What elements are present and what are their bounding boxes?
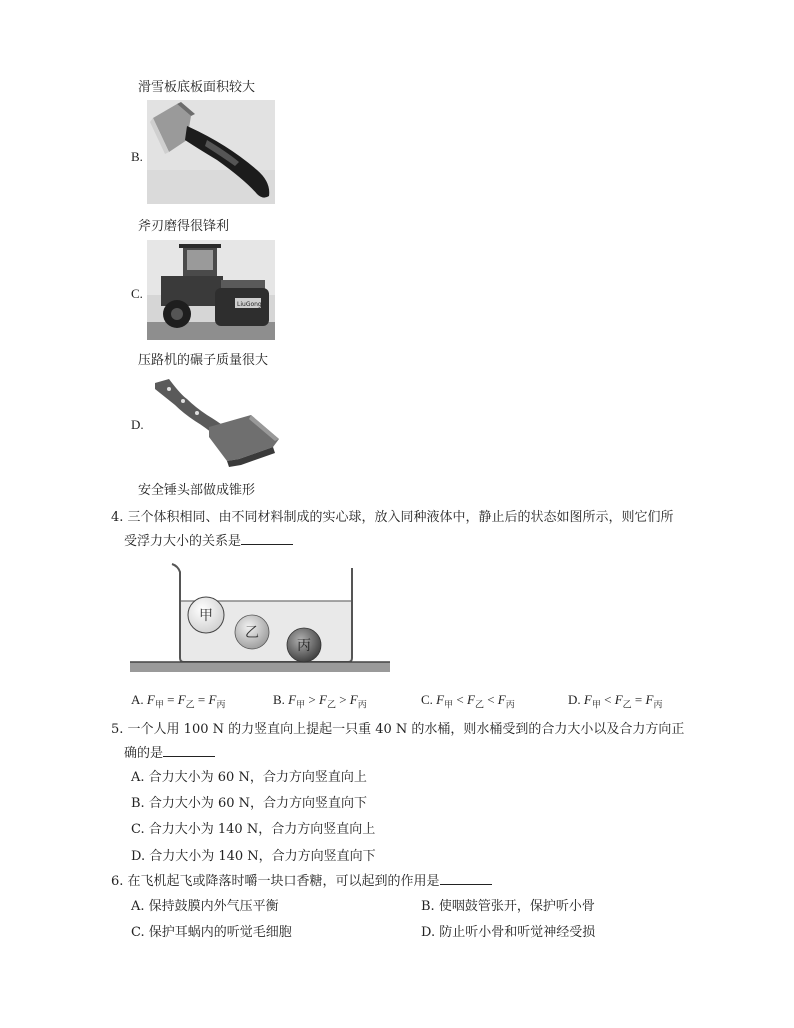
ball-label-bing: 丙 [297, 638, 311, 654]
q4-option-c: C. $F_甲 < F_乙 < F_丙$ [421, 692, 515, 710]
q5-text-line1: 5. 一个人用 100 N 的力竖直向上提起一只重 40 N 的水桶，则水桶受到的合力大小以及合力方向正 [111, 722, 685, 737]
roller-brand-text: LiuGong [237, 301, 262, 308]
option-a-caption: 滑雪板底板面积较大 [138, 80, 256, 95]
answer-blank [440, 872, 492, 885]
buoyancy-figure [128, 552, 392, 682]
road-roller-photo [147, 240, 275, 340]
road-roller-icon [147, 240, 275, 340]
q6-option-c: C. 保护耳蜗内的听觉毛细胞 [131, 925, 292, 940]
q5-option-c: C. 合力大小为 140 N，合力方向竖直向上 [131, 822, 376, 837]
option-c-letter: C. [131, 286, 143, 301]
safety-hammer-icon [147, 375, 279, 467]
q6-option-d: D. 防止听小骨和听觉神经受损 [421, 925, 596, 940]
q4-text-line2: 受浮力大小的关系是 [124, 530, 293, 549]
q4-option-b: B. $F_甲 > F_乙 > F_丙$ [273, 692, 367, 710]
q4-option-d: D. $F_甲 < F_乙 = F_丙$ [568, 692, 663, 710]
q5-text-line2: 确的是 [124, 742, 215, 761]
beaker-diagram [128, 552, 392, 682]
q4-text-line1: 4. 三个体积相同、由不同材料制成的实心球，放入同种液体中，静止后的状态如图所示，则它们所 [111, 510, 674, 525]
q5-option-b: B. 合力大小为 60 N，合力方向竖直向下 [131, 796, 367, 811]
q5-option-d: D. 合力大小为 140 N，合力方向竖直向下 [131, 849, 376, 864]
option-d-caption: 安全锤头部做成锥形 [138, 483, 256, 498]
q5-option-a: A. 合力大小为 60 N，合力方向竖直向上 [131, 770, 367, 785]
safety-hammer-photo [147, 375, 279, 467]
q6-text-line1: 6. 在飞机起飞或降落时嚼一块口香糖，可以起到的作用是 [111, 870, 492, 889]
q4-option-a: A. $F_甲 = F_乙 = F_丙$ [131, 692, 226, 710]
answer-blank [241, 532, 293, 545]
q6-option-a: A. 保持鼓膜内外气压平衡 [131, 899, 279, 914]
option-b-letter: B. [131, 149, 143, 164]
option-d-letter: D. [131, 417, 144, 432]
ball-label-yi: 乙 [245, 625, 259, 641]
axe-photo [147, 100, 275, 204]
answer-blank [163, 744, 215, 757]
q6-option-b: B. 使咽鼓管张开，保护听小骨 [421, 899, 595, 914]
ball-label-jia: 甲 [199, 608, 213, 624]
option-c-caption: 压路机的碾子质量很大 [138, 353, 269, 368]
option-b-caption: 斧刃磨得很锋利 [138, 219, 230, 234]
axe-icon [147, 100, 275, 204]
